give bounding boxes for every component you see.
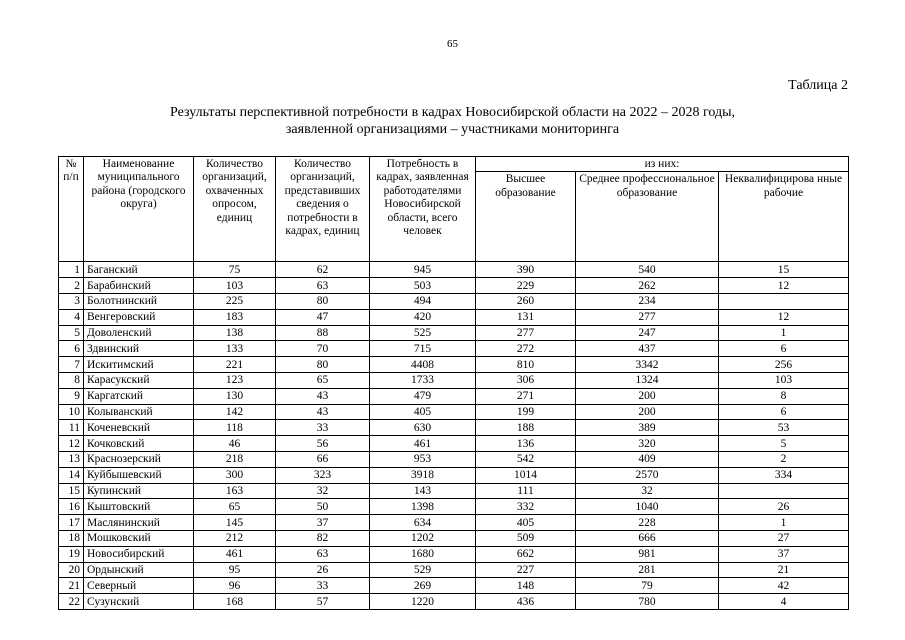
cell-orgs-surveyed: 46 (194, 436, 276, 452)
table-row (59, 294, 849, 310)
cell-district: Купинский (84, 483, 194, 499)
cell-num: 3 (59, 294, 84, 310)
cell-district: Здвинский (84, 341, 194, 357)
table-row (59, 404, 849, 420)
cell-num: 12 (59, 436, 84, 452)
cell-secondary: 281 (576, 562, 719, 578)
cell-orgs-surveyed: 461 (194, 546, 276, 562)
cell-orgs-reported: 65 (276, 372, 370, 388)
cell-unskilled: 103 (719, 372, 849, 388)
header-orgs-reported: Количество организаций, представивших сведения о потребности в кадрах, единиц (276, 157, 370, 262)
cell-unskilled: 2 (719, 451, 849, 467)
cell-demand-total: 494 (370, 294, 476, 310)
cell-orgs-reported: 50 (276, 499, 370, 515)
cell-num: 1 (59, 262, 84, 278)
table-row (59, 372, 849, 388)
cell-higher: 111 (476, 483, 576, 499)
cell-orgs-reported: 47 (276, 309, 370, 325)
cell-unskilled: 26 (719, 499, 849, 515)
cell-secondary: 32 (576, 483, 719, 499)
cell-district: Северный (84, 578, 194, 594)
table-row (59, 499, 849, 515)
cell-demand-total: 945 (370, 262, 476, 278)
cell-orgs-surveyed: 133 (194, 341, 276, 357)
header-of-which: из них: (476, 157, 849, 172)
cell-num: 11 (59, 420, 84, 436)
cell-orgs-reported: 26 (276, 562, 370, 578)
cell-district: Каргатский (84, 388, 194, 404)
cell-district: Доволенский (84, 325, 194, 341)
cell-district: Барабинский (84, 278, 194, 294)
table-row (59, 578, 849, 594)
cell-demand-total: 479 (370, 388, 476, 404)
cell-unskilled (719, 294, 849, 310)
cell-demand-total: 529 (370, 562, 476, 578)
cell-higher: 662 (476, 546, 576, 562)
cell-higher: 509 (476, 530, 576, 546)
table-row (59, 483, 849, 499)
cell-higher: 229 (476, 278, 576, 294)
cell-higher: 436 (476, 594, 576, 610)
cell-demand-total: 715 (370, 341, 476, 357)
cell-district: Ордынский (84, 562, 194, 578)
cell-orgs-surveyed: 118 (194, 420, 276, 436)
cell-demand-total: 405 (370, 404, 476, 420)
header-num: № п/п (59, 157, 84, 262)
cell-unskilled: 27 (719, 530, 849, 546)
cell-orgs-reported: 82 (276, 530, 370, 546)
cell-num: 5 (59, 325, 84, 341)
cell-district: Сузунский (84, 594, 194, 610)
cell-secondary: 1040 (576, 499, 719, 515)
table-row (59, 325, 849, 341)
cell-higher: 405 (476, 515, 576, 531)
cell-secondary: 234 (576, 294, 719, 310)
table-row (59, 530, 849, 546)
cell-higher: 810 (476, 357, 576, 373)
table-row (59, 357, 849, 373)
cell-orgs-surveyed: 142 (194, 404, 276, 420)
cell-higher: 277 (476, 325, 576, 341)
cell-demand-total: 1220 (370, 594, 476, 610)
cell-district: Искитимский (84, 357, 194, 373)
cell-orgs-reported: 88 (276, 325, 370, 341)
table-label: Таблица 2 (788, 78, 848, 93)
cell-district: Коченевский (84, 420, 194, 436)
cell-district: Краснозерский (84, 451, 194, 467)
cell-unskilled: 12 (719, 309, 849, 325)
cell-orgs-surveyed: 218 (194, 451, 276, 467)
cell-district: Венгеровский (84, 309, 194, 325)
cell-secondary: 200 (576, 388, 719, 404)
cell-orgs-surveyed: 168 (194, 594, 276, 610)
cell-orgs-reported: 56 (276, 436, 370, 452)
cell-orgs-reported: 62 (276, 262, 370, 278)
cell-higher: 271 (476, 388, 576, 404)
cell-higher: 272 (476, 341, 576, 357)
cell-orgs-surveyed: 75 (194, 262, 276, 278)
cell-secondary: 247 (576, 325, 719, 341)
cell-num: 4 (59, 309, 84, 325)
cell-orgs-reported: 33 (276, 420, 370, 436)
cell-higher: 1014 (476, 467, 576, 483)
cell-demand-total: 143 (370, 483, 476, 499)
header-orgs-surveyed: Количество организаций, охваченных опросом, единиц (194, 157, 276, 262)
cell-num: 7 (59, 357, 84, 373)
cell-num: 15 (59, 483, 84, 499)
cell-higher: 227 (476, 562, 576, 578)
cell-demand-total: 1680 (370, 546, 476, 562)
cell-num: 9 (59, 388, 84, 404)
cell-district: Карасукский (84, 372, 194, 388)
cell-demand-total: 461 (370, 436, 476, 452)
cell-num: 14 (59, 467, 84, 483)
cell-higher: 188 (476, 420, 576, 436)
cell-orgs-surveyed: 138 (194, 325, 276, 341)
cell-demand-total: 420 (370, 309, 476, 325)
cell-secondary: 200 (576, 404, 719, 420)
table-row (59, 451, 849, 467)
cell-orgs-surveyed: 221 (194, 357, 276, 373)
table-body (59, 262, 849, 610)
cell-demand-total: 630 (370, 420, 476, 436)
cell-orgs-surveyed: 225 (194, 294, 276, 310)
cell-unskilled: 334 (719, 467, 849, 483)
cell-secondary: 2570 (576, 467, 719, 483)
cell-demand-total: 1398 (370, 499, 476, 515)
cell-num: 13 (59, 451, 84, 467)
cell-orgs-surveyed: 163 (194, 483, 276, 499)
cell-orgs-reported: 63 (276, 278, 370, 294)
table-row (59, 341, 849, 357)
cell-district: Кыштовский (84, 499, 194, 515)
header-district: Наименование муниципального района (городского округа) (84, 157, 194, 262)
cell-orgs-surveyed: 300 (194, 467, 276, 483)
cell-num: 18 (59, 530, 84, 546)
cell-num: 6 (59, 341, 84, 357)
header-demand-total: Потребность в кадрах, заявленная работодателями Новосибирской области, всего человек (370, 157, 476, 262)
cell-higher: 260 (476, 294, 576, 310)
cell-unskilled: 42 (719, 578, 849, 594)
cell-demand-total: 503 (370, 278, 476, 294)
cell-higher: 306 (476, 372, 576, 388)
cell-orgs-surveyed: 65 (194, 499, 276, 515)
cell-unskilled: 256 (719, 357, 849, 373)
cell-num: 16 (59, 499, 84, 515)
cell-higher: 199 (476, 404, 576, 420)
cell-orgs-reported: 80 (276, 357, 370, 373)
table-row (59, 515, 849, 531)
cell-unskilled: 21 (719, 562, 849, 578)
cell-unskilled: 5 (719, 436, 849, 452)
cell-higher: 390 (476, 262, 576, 278)
cell-demand-total: 4408 (370, 357, 476, 373)
table-title-line-2: заявленной организациями – участниками мониторинга (285, 122, 620, 137)
cell-secondary: 262 (576, 278, 719, 294)
cell-orgs-reported: 43 (276, 404, 370, 420)
cell-secondary: 780 (576, 594, 719, 610)
cell-orgs-reported: 70 (276, 341, 370, 357)
cell-num: 2 (59, 278, 84, 294)
cell-orgs-reported: 57 (276, 594, 370, 610)
cell-num: 10 (59, 404, 84, 420)
cell-secondary: 228 (576, 515, 719, 531)
cell-secondary: 409 (576, 451, 719, 467)
cell-orgs-surveyed: 183 (194, 309, 276, 325)
cell-district: Мошковский (84, 530, 194, 546)
cell-demand-total: 525 (370, 325, 476, 341)
cell-secondary: 437 (576, 341, 719, 357)
cell-unskilled (719, 483, 849, 499)
cell-higher: 131 (476, 309, 576, 325)
cell-higher: 332 (476, 499, 576, 515)
cell-unskilled: 37 (719, 546, 849, 562)
table-row (59, 309, 849, 325)
cell-demand-total: 269 (370, 578, 476, 594)
table-row (59, 562, 849, 578)
table-row (59, 388, 849, 404)
cell-secondary: 540 (576, 262, 719, 278)
cell-orgs-surveyed: 103 (194, 278, 276, 294)
demand-table (58, 156, 849, 610)
cell-unskilled: 6 (719, 341, 849, 357)
cell-orgs-reported: 66 (276, 451, 370, 467)
cell-num: 19 (59, 546, 84, 562)
cell-num: 22 (59, 594, 84, 610)
cell-secondary: 981 (576, 546, 719, 562)
table-row (59, 594, 849, 610)
cell-secondary: 3342 (576, 357, 719, 373)
cell-orgs-surveyed: 212 (194, 530, 276, 546)
header-secondary: Среднее профессиональное образование (576, 172, 719, 262)
table-row (59, 436, 849, 452)
table-row (59, 262, 849, 278)
cell-secondary: 666 (576, 530, 719, 546)
cell-secondary: 79 (576, 578, 719, 594)
cell-district: Куйбышевский (84, 467, 194, 483)
cell-num: 8 (59, 372, 84, 388)
cell-unskilled: 4 (719, 594, 849, 610)
cell-orgs-reported: 32 (276, 483, 370, 499)
cell-unskilled: 1 (719, 325, 849, 341)
cell-district: Баганский (84, 262, 194, 278)
cell-higher: 542 (476, 451, 576, 467)
cell-district: Колыванский (84, 404, 194, 420)
cell-demand-total: 953 (370, 451, 476, 467)
cell-num: 20 (59, 562, 84, 578)
cell-orgs-reported: 37 (276, 515, 370, 531)
table-row (59, 546, 849, 562)
cell-num: 21 (59, 578, 84, 594)
cell-secondary: 277 (576, 309, 719, 325)
cell-higher: 148 (476, 578, 576, 594)
cell-secondary: 320 (576, 436, 719, 452)
cell-num: 17 (59, 515, 84, 531)
table-title (0, 104, 905, 138)
cell-unskilled: 1 (719, 515, 849, 531)
cell-orgs-reported: 43 (276, 388, 370, 404)
cell-district: Маслянинский (84, 515, 194, 531)
cell-orgs-surveyed: 145 (194, 515, 276, 531)
table-title-line-1: Результаты перспективной потребности в кадрах Новосибирской области на 2022 – 2028 годы, (169, 105, 736, 120)
cell-demand-total: 634 (370, 515, 476, 531)
cell-orgs-reported: 80 (276, 294, 370, 310)
cell-demand-total: 1202 (370, 530, 476, 546)
header-higher: Высшее образование (476, 172, 576, 262)
cell-secondary: 389 (576, 420, 719, 436)
cell-district: Болотнинский (84, 294, 194, 310)
page-number: 65 (447, 38, 458, 50)
cell-orgs-reported: 33 (276, 578, 370, 594)
table-row (59, 278, 849, 294)
cell-demand-total: 3918 (370, 467, 476, 483)
cell-unskilled: 8 (719, 388, 849, 404)
cell-higher: 136 (476, 436, 576, 452)
header-unskilled: Неквалифицирова нные рабочие (719, 172, 849, 262)
cell-orgs-surveyed: 95 (194, 562, 276, 578)
table-row (59, 467, 849, 483)
cell-orgs-surveyed: 130 (194, 388, 276, 404)
cell-orgs-reported: 63 (276, 546, 370, 562)
table-header (59, 157, 849, 262)
cell-district: Новосибирский (84, 546, 194, 562)
cell-secondary: 1324 (576, 372, 719, 388)
cell-orgs-surveyed: 123 (194, 372, 276, 388)
table-row (59, 420, 849, 436)
cell-orgs-surveyed: 96 (194, 578, 276, 594)
cell-unskilled: 12 (719, 278, 849, 294)
cell-unskilled: 53 (719, 420, 849, 436)
cell-orgs-reported: 323 (276, 467, 370, 483)
cell-unskilled: 15 (719, 262, 849, 278)
cell-district: Кочковский (84, 436, 194, 452)
cell-unskilled: 6 (719, 404, 849, 420)
cell-demand-total: 1733 (370, 372, 476, 388)
